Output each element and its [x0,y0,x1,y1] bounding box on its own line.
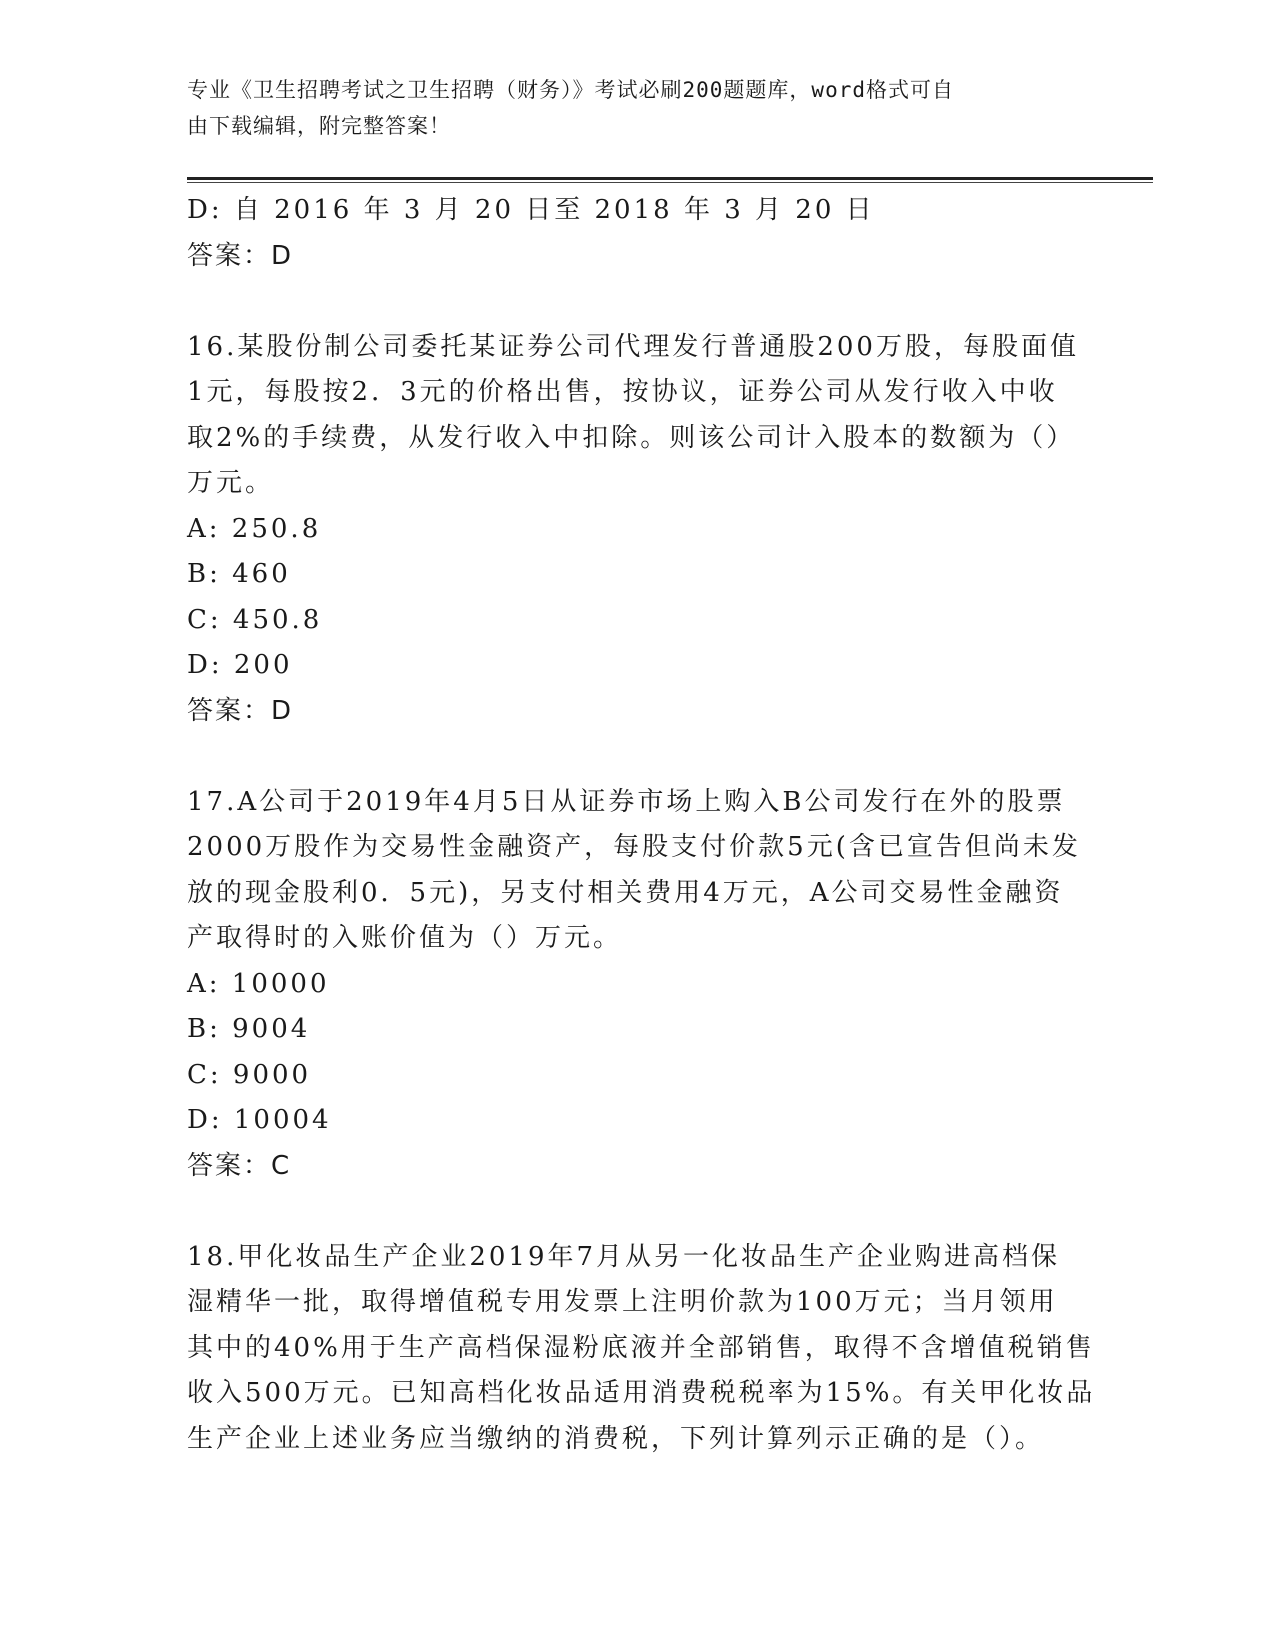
question-text-line: 1元，每股按2．3元的价格出售，按协议，证券公司从发行收入中收 [187,377,1058,407]
option-a: A: 250.8 [187,513,322,544]
question-text-line: 万元。 [187,468,275,498]
prev-option-d: D: 自 2016 年 3 月 20 日至 2018 年 3 月 20 日 [187,195,875,225]
question-18 [187,1235,1096,1463]
document-body [187,188,1096,1462]
question-text-line: 取2%的手续费，从发行收入中扣除。则该公司计入股本的数额为（） [187,422,1076,453]
option-c: C: 9000 [187,1059,312,1090]
question-text-line: 18.甲化妆品生产企业2019年7月从另一化妆品生产企业购进高档保 [187,1241,1061,1272]
option-c: C: 450.8 [187,604,323,635]
spacer [187,1189,1087,1235]
answer: 答案：C [187,1150,292,1181]
question-text-line: 收入500万元。已知高档化妆品适用消费税税率为15%。有关甲化妆品 [187,1378,1096,1408]
option-a: A: 10000 [187,968,330,999]
question-text-line: 湿精华一批，取得增值税专用发票上注明价款为100万元；当月领用 [187,1287,1058,1317]
question-text-line: 生产企业上述业务应当缴纳的消费税，下列计算列示正确的是（）。 [187,1423,1045,1454]
header-line-1: 专业《卫生招聘考试之卫生招聘（财务）》考试必刷200题题库，word格式可自 [187,78,954,102]
spacer [187,734,1087,780]
option-d: D: 200 [187,650,293,680]
header-line-2: 由下载编辑，附完整答案！ [187,114,451,138]
prev-answer: 答案：D [187,240,294,271]
question-text-line: 其中的40%用于生产高档保湿粉底液并全部销售，取得不含增值税销售 [187,1332,1095,1363]
option-d: D: 10004 [187,1105,332,1135]
question-text-line: 产取得时的入账价值为（）万元。 [187,923,623,953]
document-header [187,72,1067,144]
option-b: B: 460 [187,559,291,589]
question-17 [187,780,1087,1190]
question-text-line: 16.某股份制公司委托某证券公司代理发行普通股200万股，每股面值 [187,331,1079,362]
option-b: B: 9004 [187,1014,311,1044]
question-text-line: 放的现金股利0．5元)，另支付相关费用4万元，A公司交易性金融资 [187,877,1064,908]
header-rule-thick [187,177,1153,180]
question-16 [187,325,1087,735]
header-rule-thin [187,182,1153,183]
spacer [187,279,1087,325]
question-text-line: 2000万股作为交易性金融资产，每股支付价款5元(含已宣告但尚未发 [187,832,1081,862]
question-text-line: 17.A公司于2019年4月5日从证券市场上购入B公司发行在外的股票 [187,786,1066,817]
answer: 答案：D [187,695,294,726]
